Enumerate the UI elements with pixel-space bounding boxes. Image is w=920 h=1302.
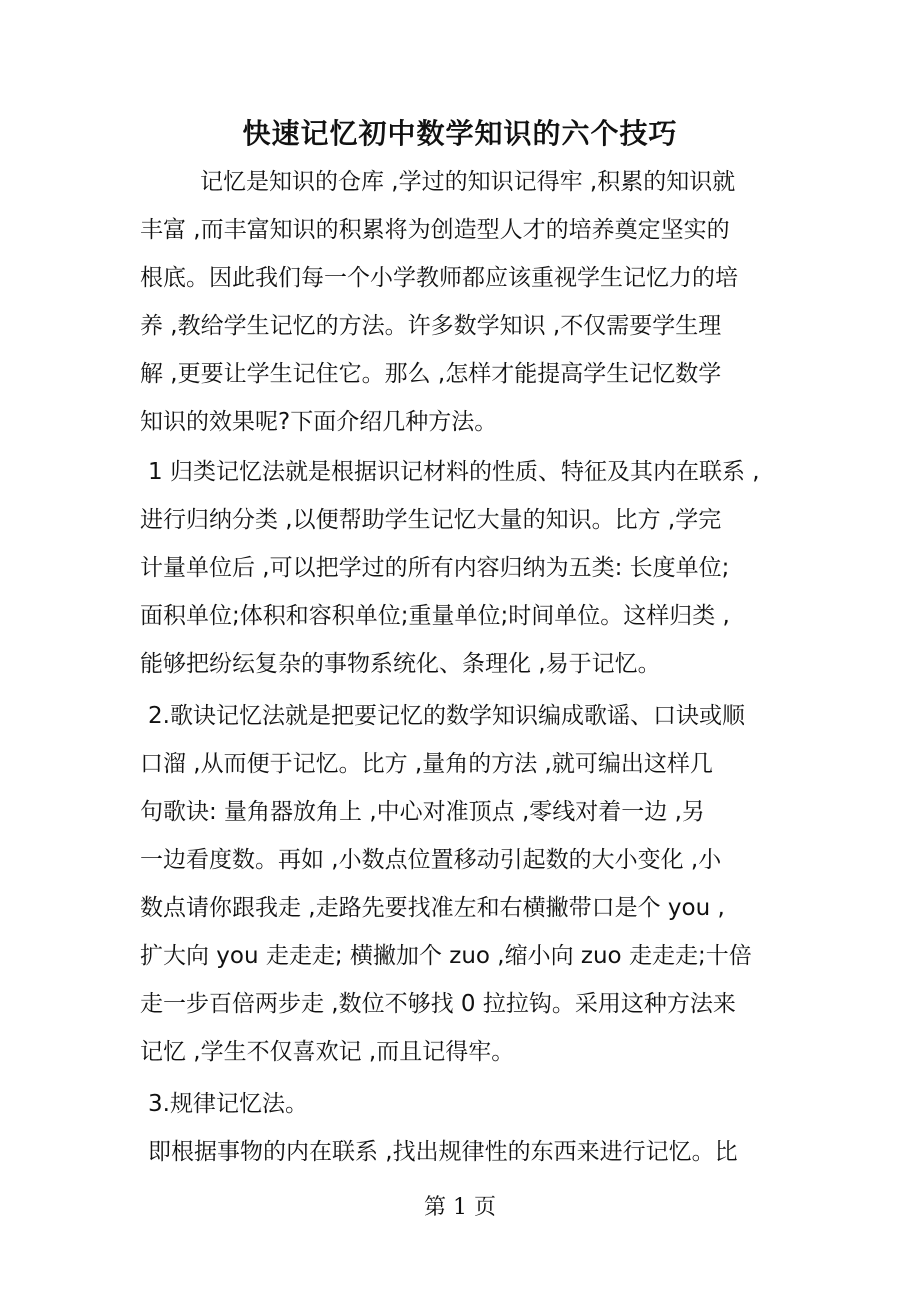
paragraph-line: 句歌诀: 量角器放角上 ,中心对准顶点 ,零线对着一边 ,另	[140, 799, 705, 825]
page-number-footer: 第 1 页	[424, 1195, 496, 1220]
paragraph-line: 一边看度数。再如 ,小数点位置移动引起数的大小变化 ,小	[140, 847, 722, 873]
paragraph-line: 口溜 ,从而便于记忆。比方 ,量角的方法 ,就可编出这样几	[140, 751, 713, 777]
document-title: 快速记忆初中数学知识的六个技巧	[242, 117, 678, 150]
paragraph-line: 记忆是知识的仓库 ,学过的知识记得牢 ,积累的知识就	[200, 169, 736, 195]
paragraph-line: 即根据事物的内在联系 ,找出规律性的东西来进行记忆。比	[148, 1139, 738, 1165]
paragraph-line: 1 归类记忆法就是根据识记材料的性质、特征及其内在联系 ,	[148, 459, 760, 485]
paragraph-line: 知识的效果呢?下面介绍几种方法。	[140, 409, 498, 435]
paragraph-line: 能够把纷纭复杂的事物系统化、条理化 ,易于记忆。	[140, 651, 661, 677]
paragraph-line: 计量单位后 ,可以把学过的所有内容归纳为五类: 长度单位;	[140, 555, 730, 581]
paragraph-line: 解 ,更要让学生记住它。那么 ,怎样才能提高学生记忆数学	[140, 361, 722, 387]
paragraph-line: 养 ,教给学生记忆的方法。许多数学知识 ,不仅需要学生理	[140, 313, 722, 339]
paragraph-line: 扩大向 you 走走走; 横撇加个 zuo ,缩小向 zuo 走走走;十倍	[140, 943, 752, 969]
paragraph-line: 记忆 ,学生不仅喜欢记 ,而且记得牢。	[140, 1039, 515, 1065]
paragraph-line: 数点请你跟我走 ,走路先要找准左和右横撇带口是个 you ,	[140, 895, 725, 921]
paragraph-line: 面积单位;体积和容积单位;重量单位;时间单位。这样归类 ,	[140, 603, 730, 629]
paragraph-line: 2.歌诀记忆法就是把要记忆的数学知识编成歌谣、口诀或顺	[148, 703, 745, 729]
paragraph-line: 进行归纳分类 ,以便帮助学生记忆大量的知识。比方 ,学完	[140, 507, 722, 533]
paragraph-line: 根底。因此我们每一个小学教师都应该重视学生记忆力的培	[140, 265, 738, 291]
paragraph-line: 走一步百倍两步走 ,数位不够找 0 拉拉钩。采用这种方法来	[140, 991, 736, 1017]
paragraph-line: 3.规律记忆法。	[148, 1091, 308, 1117]
paragraph-line: 丰富 ,而丰富知识的积累将为创造型人才的培养奠定坚实的	[140, 217, 730, 243]
